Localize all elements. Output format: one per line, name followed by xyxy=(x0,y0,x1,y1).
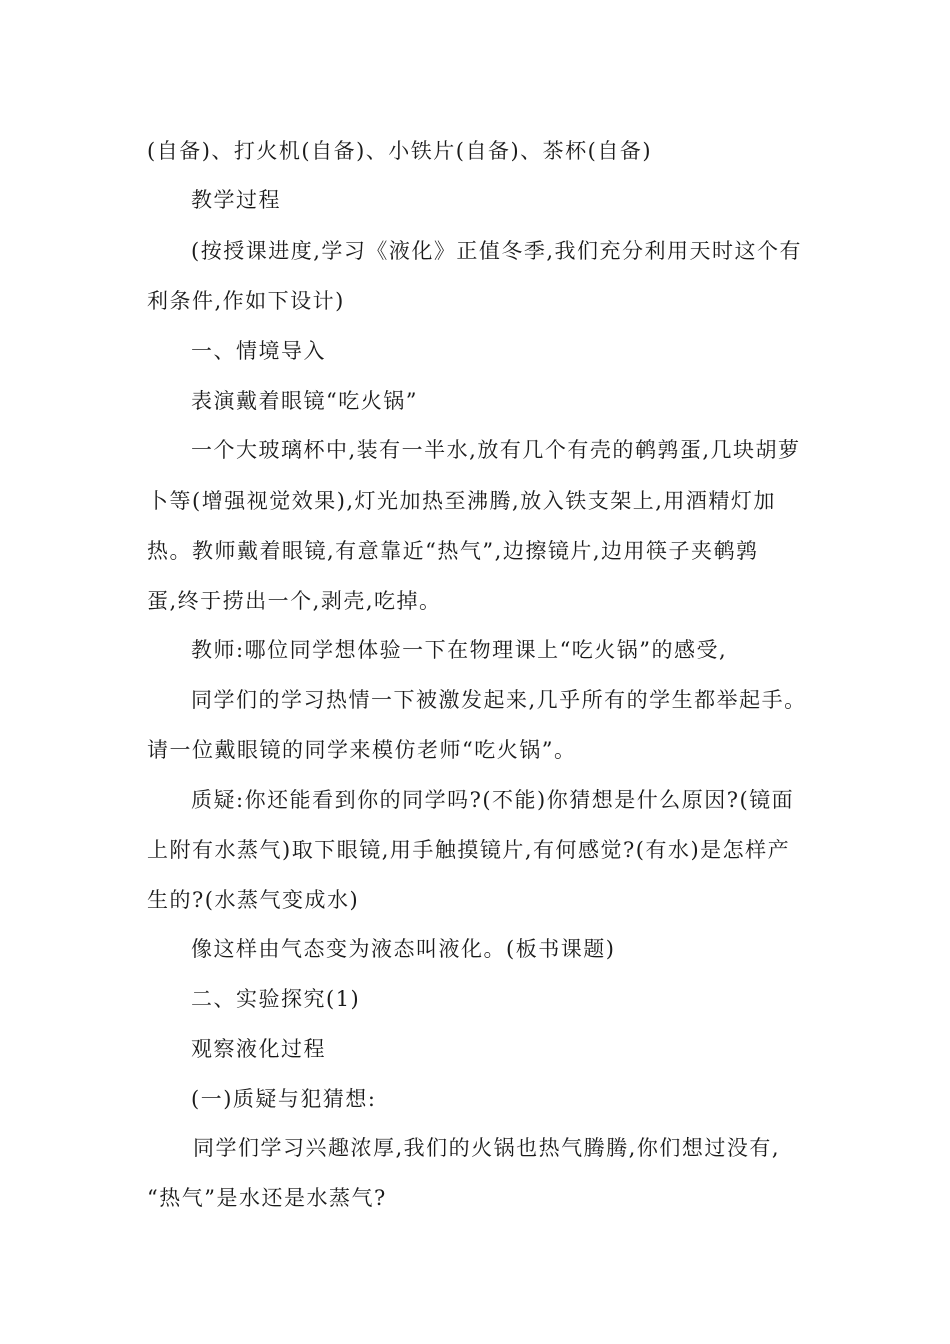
text-line: 蛋,终于捞出一个,剥壳,吃掉。 xyxy=(147,589,442,613)
text-line: 请一位戴眼镜的同学来模仿老师“吃火锅”。 xyxy=(147,738,577,762)
text-line: 同学们学习兴趣浓厚,我们的火锅也热气腾腾,你们想过没有, xyxy=(193,1136,781,1160)
text-line: 同学们的学习热情一下被激发起来,几乎所有的学生都举起手。 xyxy=(191,688,807,712)
text-line: 热。教师戴着眼镜,有意靠近“热气”,边擦镜片,边用筷子夹鹌鹑 xyxy=(147,539,759,563)
text-line: 观察液化过程 xyxy=(191,1037,326,1061)
text-line: (自备)、打火机(自备)、小铁片(自备)、茶杯(自备) xyxy=(147,139,653,163)
text-line: 表演戴着眼镜“吃火锅” xyxy=(191,389,418,413)
text-line: 生的?(水蒸气变成水) xyxy=(147,888,360,912)
section-heading: 一、情境导入 xyxy=(191,339,326,363)
text-line: “热气”是水还是水蒸气? xyxy=(147,1186,387,1210)
text-line: 教师:哪位同学想体验一下在物理课上“吃火锅”的感受, xyxy=(191,638,728,662)
text-line: 质疑:你还能看到你的同学吗?(不能)你猜想是什么原因?(镜面 xyxy=(191,788,795,812)
text-line: (按授课进度,学习《液化》正值冬季,我们充分利用天时这个有 xyxy=(191,239,803,263)
text-line: 卜等(增强视觉效果),灯光加热至沸腾,放入铁支架上,用酒精灯加 xyxy=(147,489,776,513)
text-line: 一个大玻璃杯中,装有一半水,放有几个有壳的鹌鹑蛋,几块胡萝 xyxy=(191,438,801,462)
section-heading: 二、实验探究(1) xyxy=(191,987,361,1011)
text-line: 利条件,作如下设计) xyxy=(147,289,345,313)
text-line: 像这样由气态变为液态叫液化。(板书课题) xyxy=(191,937,616,961)
section-heading: 教学过程 xyxy=(191,188,281,212)
text-line: (一)质疑与犯猜想: xyxy=(191,1087,377,1111)
text-line: 上附有水蒸气)取下眼镜,用手触摸镜片,有何感觉?(有水)是怎样产 xyxy=(147,838,791,862)
